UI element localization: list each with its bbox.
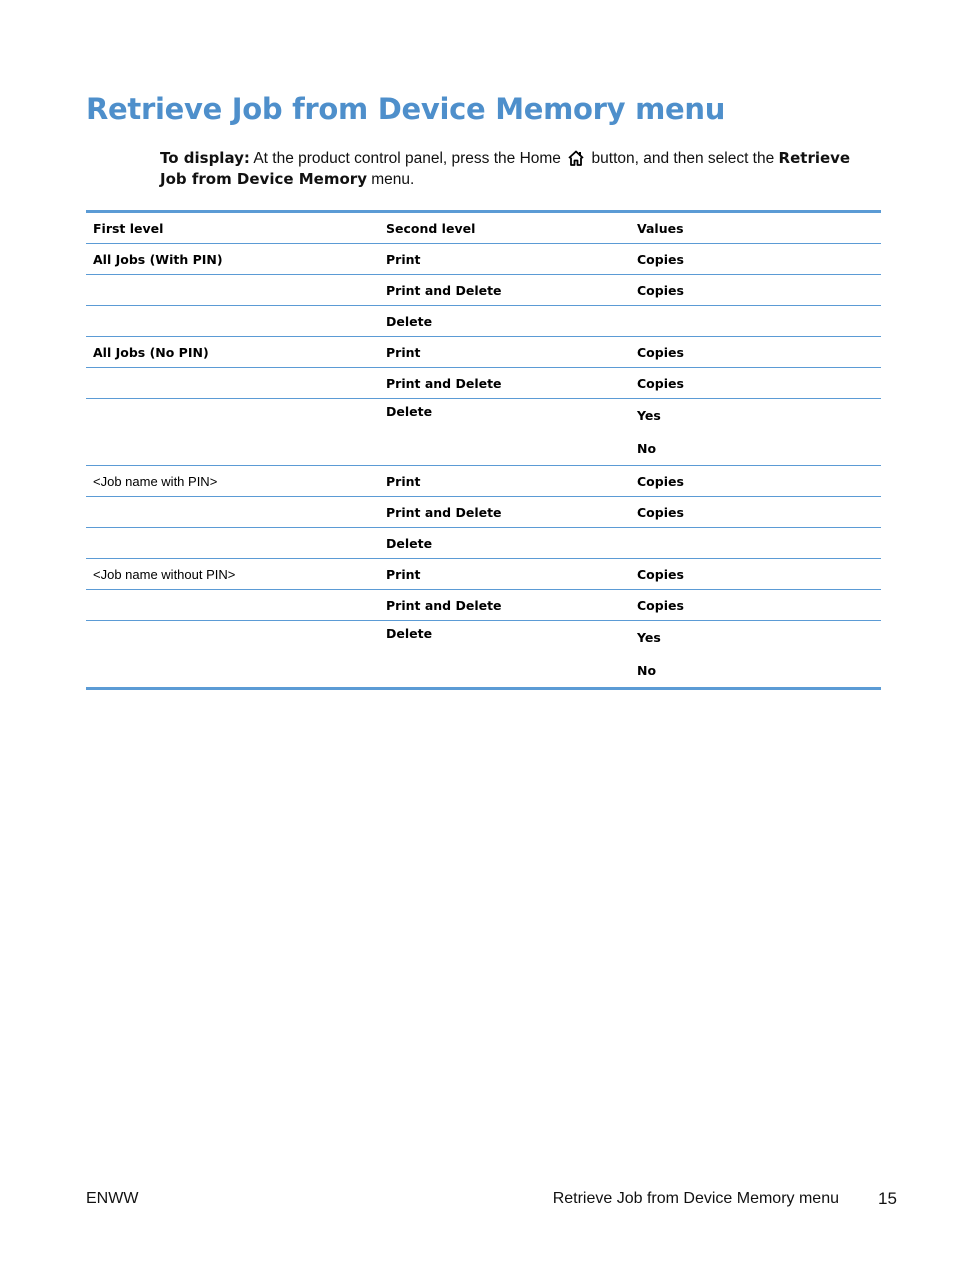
value-item: Yes <box>637 630 661 645</box>
cell-first-level <box>86 590 379 621</box>
cell-first-level <box>86 621 379 689</box>
cell-first-level <box>86 399 379 466</box>
table-row <box>86 559 881 590</box>
cell-values <box>630 590 881 621</box>
intro-text-end: menu. <box>366 171 415 188</box>
table-row <box>86 337 881 368</box>
value-item: No <box>637 663 657 678</box>
value-item: Copies <box>637 282 684 298</box>
intro-lead: To display: <box>160 149 250 167</box>
table-body <box>86 244 881 689</box>
intro-text-after-icon: button, and then select the <box>587 150 779 167</box>
cell-first-level <box>86 497 379 528</box>
value-item: Copies <box>637 251 684 267</box>
cell-values <box>630 275 881 306</box>
cell-values <box>630 306 881 337</box>
cell-first-level <box>86 275 379 306</box>
cell-second-level: Print and Delete <box>379 368 630 399</box>
table-row <box>86 244 881 275</box>
footer-left: ENWW <box>86 1190 139 1207</box>
header-second-level: Second level <box>379 212 630 244</box>
value-item: Copies <box>637 344 684 360</box>
cell-second-level: Print <box>379 244 630 275</box>
value-item: No <box>637 441 657 456</box>
cell-values <box>630 497 881 528</box>
cell-second-level: Print <box>379 559 630 590</box>
cell-second-level: Delete <box>379 306 630 337</box>
footer-right: Retrieve Job from Device Memory menu <box>552 1190 839 1207</box>
cell-first-level <box>86 368 379 399</box>
cell-first-level: <Job name with PIN> <box>86 466 379 497</box>
cell-values <box>630 399 881 466</box>
header-values: Values <box>630 212 881 244</box>
cell-values <box>630 337 881 368</box>
home-icon <box>567 149 585 167</box>
table-row <box>86 399 881 466</box>
intro-paragraph <box>160 148 870 190</box>
header-first-level: First level <box>86 212 379 244</box>
table-header-row <box>86 212 881 244</box>
cell-values <box>630 559 881 590</box>
table-row <box>86 621 881 689</box>
intro-text-before-icon: At the product control panel, press the Home <box>249 150 566 167</box>
cell-second-level: Print <box>379 337 630 368</box>
value-item: Yes <box>637 408 661 423</box>
cell-values <box>630 244 881 275</box>
cell-values <box>630 621 881 689</box>
cell-values <box>630 368 881 399</box>
table-row <box>86 466 881 497</box>
table-row <box>86 275 881 306</box>
value-item: Copies <box>637 566 684 582</box>
value-item: Copies <box>637 504 684 520</box>
table-row <box>86 368 881 399</box>
cell-values <box>630 466 881 497</box>
cell-second-level: Print <box>379 466 630 497</box>
cell-values <box>630 528 881 559</box>
table-row <box>86 528 881 559</box>
value-item: Copies <box>637 473 684 489</box>
value-item: Copies <box>637 597 684 613</box>
cell-second-level: Print and Delete <box>379 497 630 528</box>
value-item: Copies <box>637 375 684 391</box>
cell-second-level: Delete <box>379 399 630 466</box>
page-title: Retrieve Job from Device Memory menu <box>86 92 726 126</box>
menu-table <box>86 210 881 690</box>
page-number: 15 <box>878 1189 897 1208</box>
intro-menu-name: Retrieve Job from Device Memory <box>160 149 851 188</box>
cell-first-level: All Jobs (With PIN) <box>86 244 379 275</box>
cell-first-level: All Jobs (No PIN) <box>86 337 379 368</box>
cell-second-level: Delete <box>386 626 433 641</box>
cell-second-level: Print and Delete <box>379 275 630 306</box>
cell-first-level <box>86 528 379 559</box>
cell-first-level <box>86 306 379 337</box>
cell-second-level: Print and Delete <box>379 590 630 621</box>
table-row <box>86 590 881 621</box>
table-row <box>86 497 881 528</box>
table-row <box>86 306 881 337</box>
cell-first-level: <Job name without PIN> <box>86 559 379 590</box>
cell-second-level: Delete <box>379 528 630 559</box>
